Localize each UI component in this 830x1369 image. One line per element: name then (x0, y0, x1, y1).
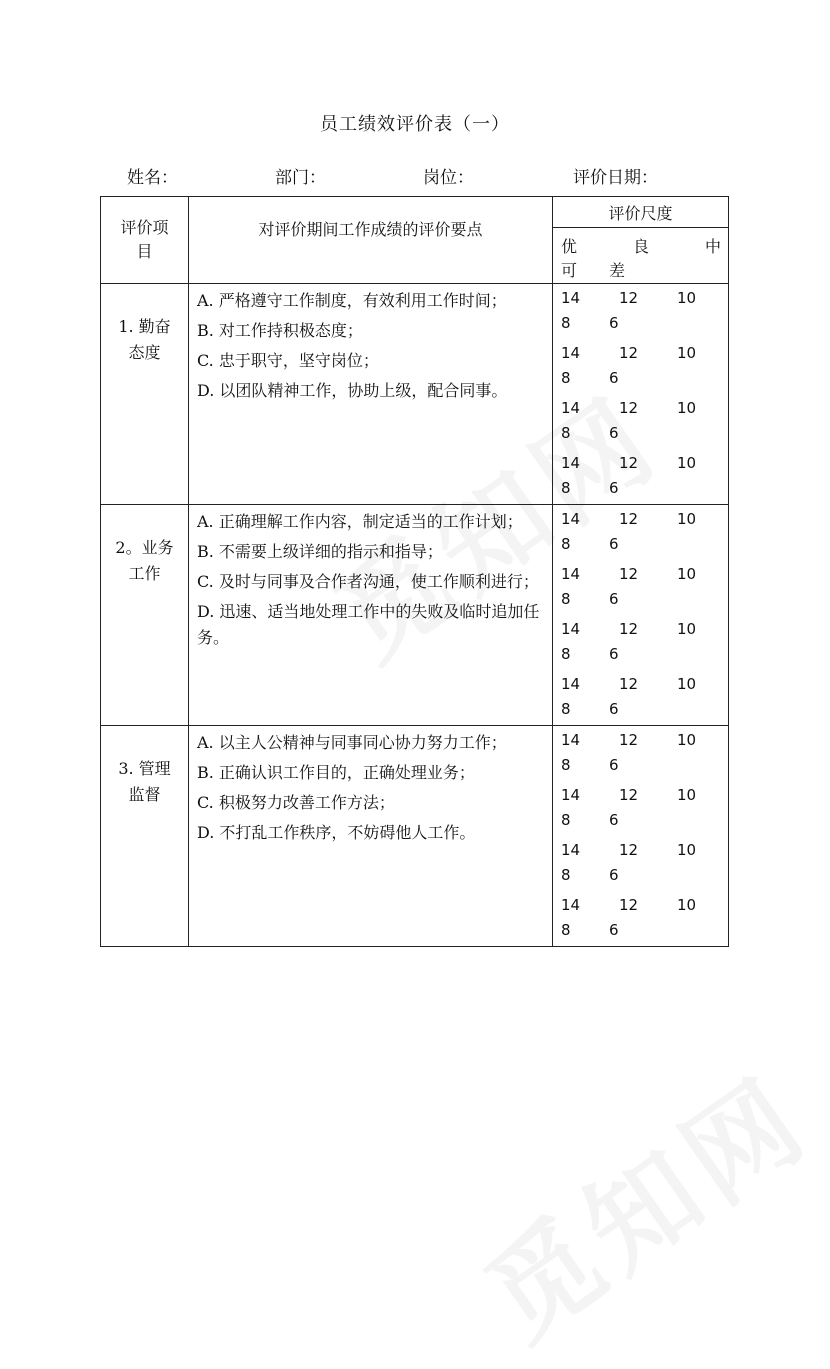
score-row (553, 449, 728, 504)
score-10: 10 (677, 620, 697, 638)
score-6: 6 (609, 756, 619, 774)
score-8: 8 (561, 535, 571, 553)
grade-average: 中 (705, 237, 722, 256)
evaluation-date-label: 评价日期： (573, 168, 658, 188)
score-14: 14 (561, 786, 581, 804)
score-14: 14 (561, 399, 581, 417)
score-row (553, 284, 728, 339)
category-points (189, 505, 553, 726)
score-10: 10 (677, 786, 697, 804)
category-label-cell (101, 505, 189, 726)
category-scores (553, 505, 729, 726)
category-row (101, 284, 729, 505)
point-item: C. 积极努力改善工作方法； (197, 793, 395, 812)
score-8: 8 (561, 590, 571, 608)
grade-poor: 差 (609, 261, 626, 280)
score-8: 8 (561, 314, 571, 332)
evaluation-table (100, 196, 729, 947)
header-points-label: 对评价期间工作成绩的评价要点 (258, 219, 483, 239)
point-item: C. 忠于职守，坚守岗位； (197, 351, 379, 370)
score-6: 6 (609, 921, 619, 939)
score-12: 12 (619, 565, 639, 583)
score-14: 14 (561, 510, 581, 528)
score-8: 8 (561, 645, 571, 663)
category-scores (553, 726, 729, 947)
score-6: 6 (609, 866, 619, 884)
score-6: 6 (609, 700, 619, 718)
score-6: 6 (609, 645, 619, 663)
score-6: 6 (609, 369, 619, 387)
score-14: 14 (561, 289, 581, 307)
score-6: 6 (609, 811, 619, 829)
score-14: 14 (561, 841, 581, 859)
score-10: 10 (677, 454, 697, 472)
score-12: 12 (619, 454, 639, 472)
score-12: 12 (619, 731, 639, 749)
watermark (450, 1034, 830, 1369)
point-item: C. 及时与同事及合作者沟通，使工作顺利进行； (197, 572, 539, 591)
score-14: 14 (561, 565, 581, 583)
point-item: D. 迅速、适当地处理工作中的失败及临时追加任务。 (197, 602, 540, 647)
point-item: B. 正确认识工作目的，正确处理业务； (197, 763, 475, 782)
score-6: 6 (609, 590, 619, 608)
score-14: 14 (561, 731, 581, 749)
score-10: 10 (677, 841, 697, 859)
department-label: 部门： (275, 168, 326, 188)
point-item: A. 正确理解工作内容，制定适当的工作计划； (197, 512, 523, 531)
score-6: 6 (609, 424, 619, 442)
grade-excellent: 优 (561, 237, 578, 256)
score-row (553, 781, 728, 836)
score-12: 12 (619, 675, 639, 693)
score-12: 12 (619, 344, 639, 362)
page-title: 员工绩效评价表（一） (320, 114, 510, 135)
header-item-label: 评价项目 (120, 218, 169, 261)
position-label: 岗位： (423, 168, 474, 188)
score-6: 6 (609, 535, 619, 553)
score-row (553, 615, 728, 670)
score-10: 10 (677, 565, 697, 583)
category-scores (553, 284, 729, 505)
score-12: 12 (619, 841, 639, 859)
score-8: 8 (561, 700, 571, 718)
score-14: 14 (561, 620, 581, 638)
score-10: 10 (677, 344, 697, 362)
score-10: 10 (677, 731, 697, 749)
score-10: 10 (677, 399, 697, 417)
score-12: 12 (619, 786, 639, 804)
score-10: 10 (677, 289, 697, 307)
point-item: A. 以主人公精神与同事同心协力努力工作； (197, 733, 507, 752)
score-6: 6 (609, 479, 619, 497)
score-14: 14 (561, 896, 581, 914)
score-row (553, 560, 728, 615)
score-row (553, 505, 728, 560)
score-12: 12 (619, 620, 639, 638)
category-label: 2。业务工作 (115, 538, 174, 583)
score-6: 6 (609, 314, 619, 332)
score-8: 8 (561, 866, 571, 884)
category-label-cell (101, 726, 189, 947)
score-14: 14 (561, 454, 581, 472)
header-item (101, 197, 189, 284)
score-12: 12 (619, 289, 639, 307)
grade-good: 良 (633, 237, 650, 256)
header-scale (553, 197, 729, 228)
score-8: 8 (561, 369, 571, 387)
score-row (553, 394, 728, 449)
point-item: B. 不需要上级详细的指示和指导； (197, 542, 443, 561)
score-8: 8 (561, 811, 571, 829)
score-row (553, 670, 728, 725)
score-14: 14 (561, 344, 581, 362)
point-item: D. 以团队精神工作，协助上级，配合同事。 (197, 381, 508, 400)
grade-fair: 可 (561, 261, 578, 280)
score-8: 8 (561, 921, 571, 939)
score-12: 12 (619, 510, 639, 528)
category-points (189, 284, 553, 505)
header-points (189, 197, 553, 284)
category-label: 1. 勤奋态度 (118, 317, 171, 362)
score-8: 8 (561, 424, 571, 442)
point-item: A. 严格遵守工作制度，有效利用工作时间； (197, 291, 507, 310)
score-row (553, 836, 728, 891)
score-8: 8 (561, 479, 571, 497)
score-14: 14 (561, 675, 581, 693)
category-label: 3. 管理监督 (118, 759, 171, 804)
score-10: 10 (677, 510, 697, 528)
category-row (101, 505, 729, 726)
score-12: 12 (619, 399, 639, 417)
name-label: 姓名： (127, 168, 178, 188)
grade-labels (553, 228, 729, 284)
point-item: D. 不打乱工作秩序，不妨碍他人工作。 (197, 823, 476, 842)
header-row (101, 197, 729, 228)
header-scale-label: 评价尺度 (608, 203, 673, 223)
score-row (553, 726, 728, 781)
category-label-cell (101, 284, 189, 505)
point-item: B. 对工作持积极态度； (197, 321, 363, 340)
score-row (553, 339, 728, 394)
category-row (101, 726, 729, 947)
score-10: 10 (677, 896, 697, 914)
score-12: 12 (619, 896, 639, 914)
score-10: 10 (677, 675, 697, 693)
score-8: 8 (561, 756, 571, 774)
score-row (553, 891, 728, 946)
category-points (189, 726, 553, 947)
